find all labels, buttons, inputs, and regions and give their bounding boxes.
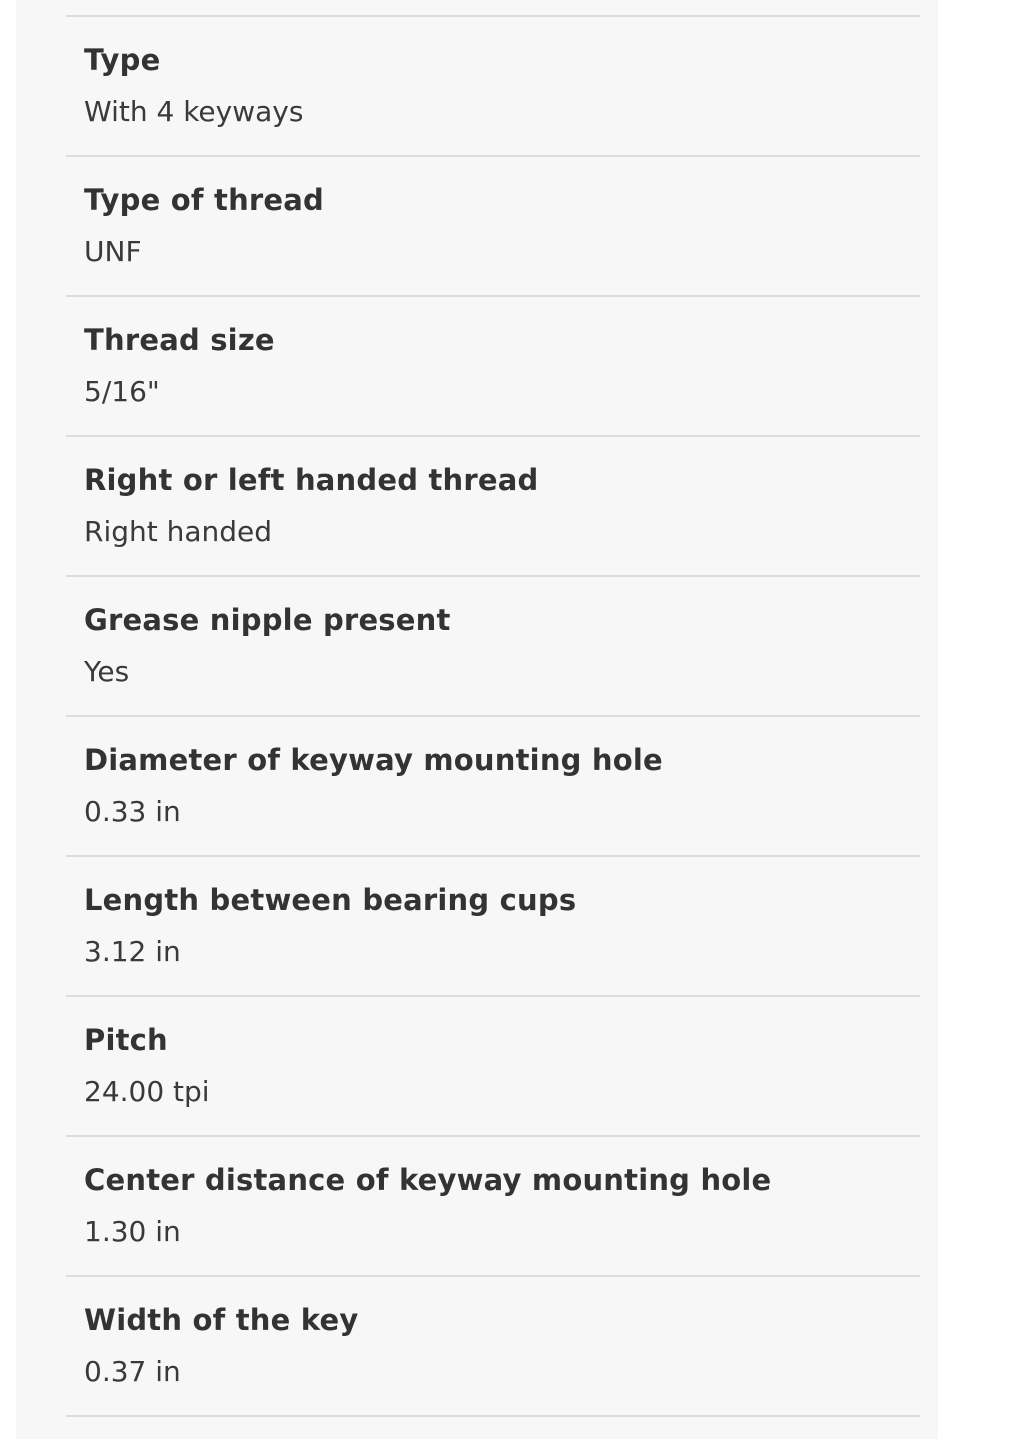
spec-label: Type	[84, 43, 161, 77]
spec-label: Right or left handed thread	[84, 463, 539, 497]
spec-label: Diameter of keyway mounting hole	[84, 743, 663, 777]
spec-label: Center distance of keyway mounting hole	[84, 1163, 772, 1197]
spec-value: Right handed	[84, 515, 273, 548]
spec-row-bearing-cup-length	[66, 857, 920, 997]
spec-row-key-width	[66, 1277, 920, 1417]
spec-row-thread-size	[66, 297, 920, 437]
spec-label: Pitch	[84, 1023, 168, 1057]
spec-row-keyway-hole-diameter	[66, 717, 920, 857]
spec-value: 24.00 tpi	[84, 1075, 210, 1108]
spec-label: Thread size	[84, 323, 275, 357]
specifications-list	[66, 15, 920, 1417]
spec-value: UNF	[84, 235, 142, 268]
spec-row-thread-handedness	[66, 437, 920, 577]
spec-label: Type of thread	[84, 183, 325, 217]
spec-value: With 4 keyways	[84, 95, 304, 128]
spec-label: Width of the key	[84, 1303, 359, 1337]
spec-label: Length between bearing cups	[84, 883, 577, 917]
spec-value: 0.33 in	[84, 795, 181, 828]
spec-value: 0.37 in	[84, 1355, 181, 1388]
spec-value: 1.30 in	[84, 1215, 181, 1248]
spec-label: Grease nipple present	[84, 603, 451, 637]
spec-value: Yes	[84, 655, 130, 688]
spec-row-type	[66, 17, 920, 157]
spec-value: 5/16"	[84, 375, 160, 408]
spec-value: 3.12 in	[84, 935, 181, 968]
spec-row-keyway-hole-center-distance	[66, 1137, 920, 1277]
specifications-panel	[16, 0, 938, 1439]
spec-row-type-of-thread	[66, 157, 920, 297]
spec-row-grease-nipple	[66, 577, 920, 717]
spec-row-pitch	[66, 997, 920, 1137]
